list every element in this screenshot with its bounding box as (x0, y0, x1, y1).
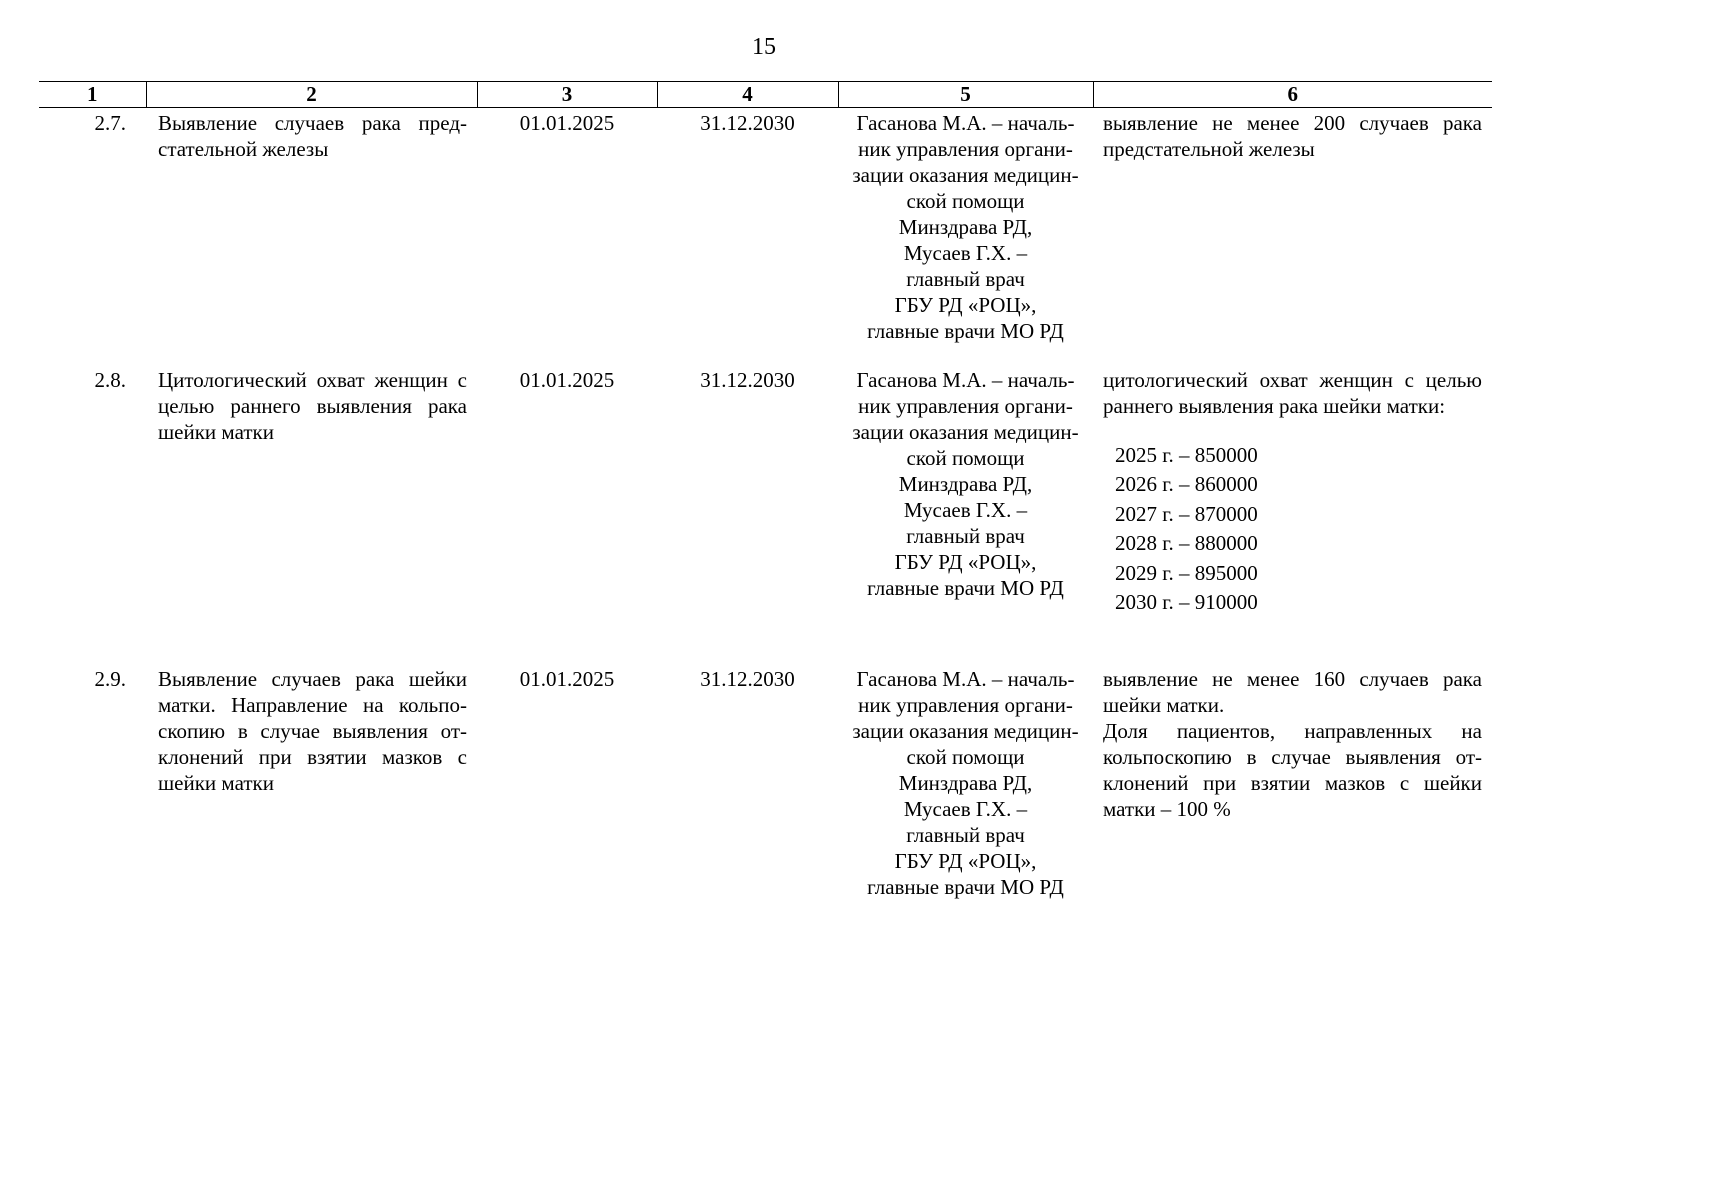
table-body (39, 108, 1492, 925)
row-number: 2.8. (94, 368, 126, 392)
responsible-line: Мусаев Г.Х. – (903, 498, 1028, 522)
responsible-line: Мусаев Г.Х. – (903, 797, 1028, 821)
year-target: 2028 г. – 880000 (1115, 531, 1258, 556)
responsible-line: главные врачи МО РД (867, 875, 1064, 899)
expected-result (1093, 108, 1492, 366)
responsible-line: ской помощи (906, 446, 1025, 470)
column-header-5: 5 (838, 82, 1093, 108)
year-target: 2029 г. – 895000 (1115, 560, 1258, 585)
start-date: 01.01.2025 (519, 111, 615, 135)
responsible-line: Минздрава РД, (898, 771, 1033, 795)
responsible-line: ской помощи (906, 189, 1025, 213)
start-date: 01.01.2025 (519, 368, 615, 392)
measure-name: Выявление случаев рака пред-стательной железы (158, 111, 467, 161)
responsible-line: ГБУ РД «РОЦ», (894, 849, 1037, 873)
responsible-line: Гасанова М.А. – началь- (856, 667, 1075, 691)
start-date: 01.01.2025 (519, 667, 615, 691)
year-target: 2030 г. – 910000 (1115, 590, 1258, 615)
column-header-6: 6 (1093, 82, 1492, 108)
measure-name: Выявление случаев рака шейки матки. Направление на кольпо-скопию в случае выявления от-клонений при взятии мазков с шейки матки (158, 667, 467, 795)
column-header-4: 4 (657, 82, 838, 108)
end-date: 31.12.2030 (700, 111, 795, 135)
responsible-line: главный врач (906, 823, 1025, 847)
row-number: 2.7. (94, 111, 126, 135)
end-date: 31.12.2030 (700, 667, 795, 691)
responsible-line: ник управления органи- (858, 137, 1073, 161)
responsible-line: Минздрава РД, (898, 215, 1033, 239)
table-header-row (39, 82, 1492, 108)
measure-name: Цитологический охват женщин с целью раннего выявления рака шейки матки (158, 368, 467, 444)
page-number: 15 (752, 34, 776, 60)
responsible-line: ской помощи (906, 745, 1025, 769)
responsible-persons (838, 365, 1093, 664)
responsible-line: Гасанова М.А. – началь- (856, 111, 1075, 135)
responsible-persons (838, 108, 1093, 366)
result-text: цитологический охват женщин с целью раннего выявления рака шейки матки: (1103, 368, 1482, 418)
result-text: выявление не менее 200 случаев рака предстательной железы (1103, 111, 1482, 161)
result-text: выявление не менее 160 случаев рака шейки матки. Доля пациентов, направленных на кольпоскопию в случае выявления от-клонений при взятии мазков с шейки матки – 100 % (1103, 667, 1482, 821)
column-header-3: 3 (477, 82, 657, 108)
year-target: 2027 г. – 870000 (1115, 501, 1258, 526)
responsible-line: главный врач (906, 524, 1025, 548)
responsible-line: ГБУ РД «РОЦ», (894, 550, 1037, 574)
responsible-line: зации оказания медицин- (852, 719, 1079, 743)
responsible-line: Гасанова М.А. – началь- (856, 368, 1075, 392)
year-target: 2025 г. – 850000 (1115, 443, 1258, 467)
table-row (39, 365, 1492, 664)
responsible-line: зации оказания медицин- (852, 163, 1079, 187)
responsible-line: ГБУ РД «РОЦ», (894, 293, 1037, 317)
column-header-2: 2 (146, 82, 477, 108)
responsible-line: главные врачи МО РД (867, 319, 1064, 343)
year-target: 2026 г. – 860000 (1115, 472, 1258, 497)
expected-result (1093, 365, 1492, 664)
responsible-line: зации оказания медицин- (852, 420, 1079, 444)
row-number: 2.9. (94, 667, 126, 691)
measures-table (39, 81, 1492, 924)
responsible-line: ник управления органи- (858, 693, 1073, 717)
table-row (39, 664, 1492, 924)
column-header-1: 1 (39, 82, 146, 108)
responsible-line: Минздрава РД, (898, 472, 1033, 496)
yearly-targets (1103, 441, 1482, 617)
responsible-line: ник управления органи- (858, 394, 1073, 418)
responsible-line: Мусаев Г.Х. – (903, 241, 1028, 265)
responsible-line: главный врач (906, 267, 1025, 291)
table-row (39, 108, 1492, 366)
end-date: 31.12.2030 (700, 368, 795, 392)
responsible-persons (838, 664, 1093, 924)
expected-result (1093, 664, 1492, 924)
responsible-line: главные врачи МО РД (867, 576, 1064, 600)
